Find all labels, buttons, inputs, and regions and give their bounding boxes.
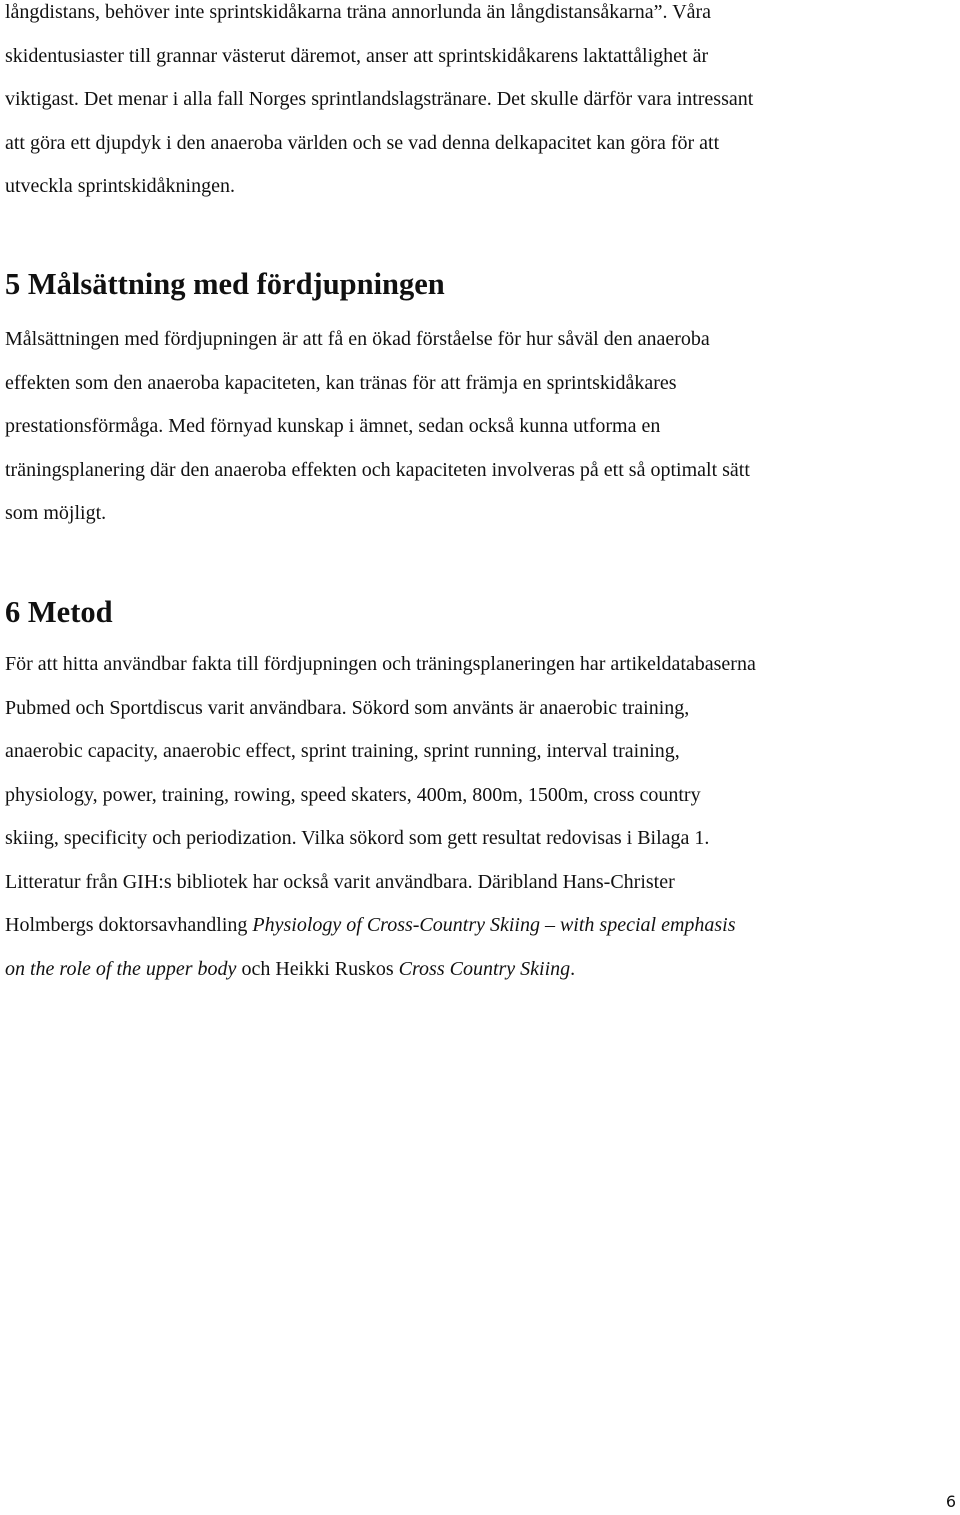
- section-heading-5: 5 Målsättning med fördjupningen: [5, 267, 445, 301]
- section5-paragraph: [5, 318, 750, 536]
- book-title: Cross Country Skiing: [398, 957, 571, 980]
- text-line: För att hitta användbar fakta till fördjupningen och träningsplaneringen har artikeldatabaserna: [5, 653, 756, 675]
- text-line: skidentusiaster till grannar västerut däremot, anser att sprintskidåkarens laktattålighet är: [5, 44, 709, 67]
- page-number: 6: [945, 1492, 956, 1511]
- text-line: effekten som den anaeroba kapaciteten, kan tränas för att främja en sprintskidåkares: [5, 371, 677, 394]
- book-title: on the role of the upper body: [5, 957, 237, 980]
- text-line: [5, 948, 756, 992]
- text-line: utveckla sprintskidåkningen.: [5, 175, 235, 197]
- intro-paragraph: [5, 0, 753, 209]
- text-line: Pubmed och Sportdiscus varit användbara. Sökord som använts är anaerobic training,: [5, 696, 690, 719]
- text-line: skiing, specificity och periodization. Vilka sökord som gett resultat redovisas i Bilaga 1.: [5, 827, 710, 849]
- text-run: och Heikki Ruskos: [236, 957, 399, 980]
- text-line: anaerobic capacity, anaerobic effect, sprint training, sprint running, interval training,: [5, 740, 680, 762]
- text-line: träningsplanering där den anaeroba effekten och kapaciteten involveras på ett så optimalt sätt: [5, 458, 750, 481]
- text-line: som möjligt.: [5, 502, 107, 524]
- book-title: Physiology of Cross-Country Skiing – with special emphasis: [252, 914, 736, 936]
- text-line: Litteratur från GIH:s bibliotek har också varit användbara. Däribland Hans-Christer: [5, 870, 675, 893]
- text-run: .: [570, 957, 576, 980]
- section-heading-6: 6 Metod: [5, 595, 113, 629]
- text-line: långdistans, behöver inte sprintskidåkarna träna annorlunda än långdistansåkarna”. Våra: [5, 1, 712, 23]
- text-line: Målsättningen med fördjupningen är att få en ökad förståelse för hur såväl den anaeroba: [5, 328, 710, 350]
- section6-paragraph: [5, 643, 756, 991]
- text-line: physiology, power, training, rowing, speed skaters, 400m, 800m, 1500m, cross country: [5, 783, 701, 806]
- text-line: att göra ett djupdyk i den anaeroba världen och se vad denna delkapacitet kan göra för att: [5, 131, 720, 154]
- text-line: [5, 904, 756, 948]
- text-line: prestationsförmåga. Med förnyad kunskap i ämnet, sedan också kunna utforma en: [5, 415, 661, 437]
- text-run: Holmbergs doktorsavhandling: [5, 914, 253, 936]
- text-line: viktigast. Det menar i alla fall Norges sprintlandslagstränare. Det skulle därför vara intressant: [5, 88, 754, 110]
